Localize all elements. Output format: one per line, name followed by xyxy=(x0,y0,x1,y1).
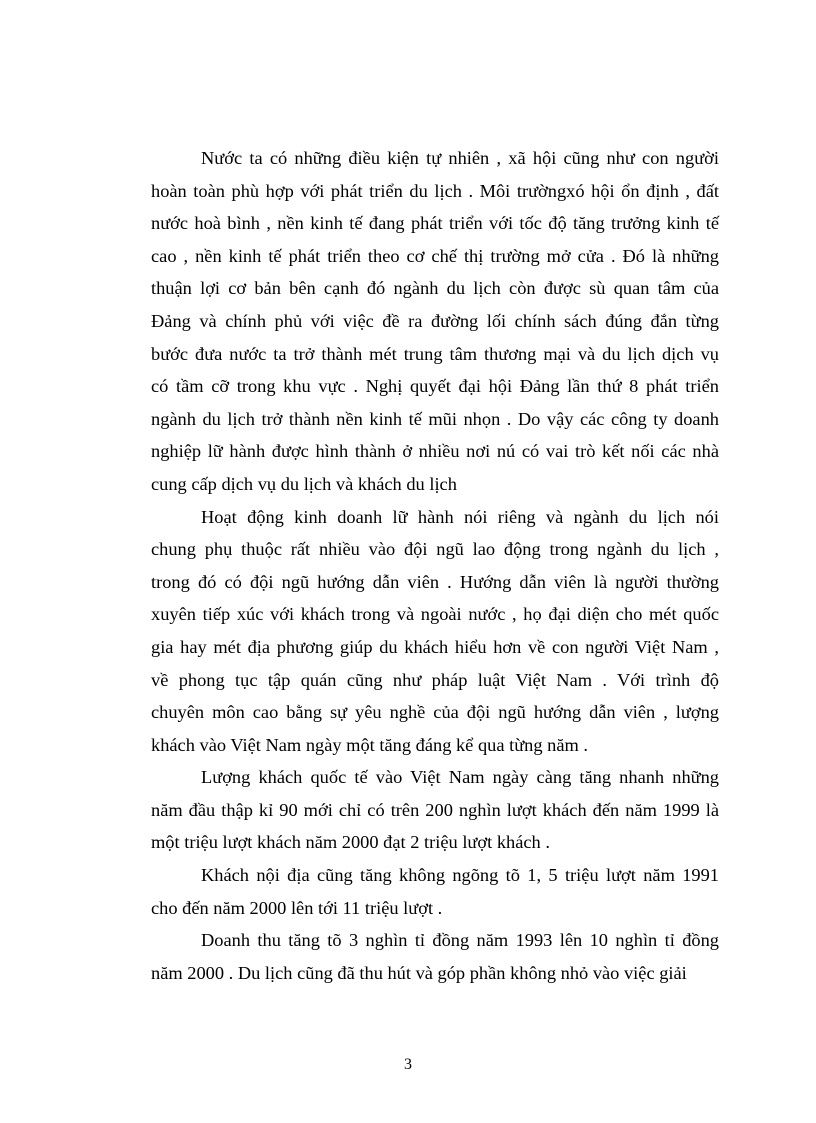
paragraph-line: gia hay mét địa phương giúp du khách hiểu hơn về con người Việt Nam , xyxy=(151,636,719,657)
paragraph-line: Khách nội địa cũng tăng không ngõng tõ 1, 5 triệu lượt năm 1991 xyxy=(201,865,719,886)
paragraph-line: hoàn toàn phù hợp với phát triển du lịch . Môi trườngxó hội ổn định , đất xyxy=(151,180,719,201)
paragraph-line: Doanh thu tăng tõ 3 nghìn tỉ đồng năm 1993 lên 10 nghìn tỉ đồng xyxy=(201,930,719,951)
paragraph-line: có tầm cỡ trong khu vực . Nghị quyết đại hội Đảng lần thứ 8 phát triển xyxy=(151,376,719,397)
paragraph xyxy=(151,859,719,924)
paragraph-line: thuận lợi cơ bản bên cạnh đó ngành du lịch còn được sù quan tâm của xyxy=(151,278,719,299)
page-number: 3 xyxy=(404,1056,412,1073)
body-text xyxy=(151,142,719,989)
paragraph-line: bước đưa nước ta trở thành mét trung tâm thương mại và du lịch dịch vụ xyxy=(151,343,719,364)
paragraph-line: cao , nền kinh tế phát triển theo cơ chế thị trường mở cửa . Đó là những xyxy=(151,245,719,266)
paragraph-line: Nước ta có những điều kiện tự nhiên , xã hội cũng như con người xyxy=(201,148,719,168)
paragraph-line: cung cấp dịch vụ du lịch và khách du lịch xyxy=(151,473,457,494)
paragraph xyxy=(151,142,719,501)
paragraph-line: cho đến năm 2000 lên tới 11 triệu lượt . xyxy=(151,897,443,918)
paragraph-line: ngành du lịch trở thành nền kinh tế mũi nhọn . Do vậy các công ty doanh xyxy=(151,408,719,429)
paragraph-line: chuyên môn cao bằng sự yêu nghề của đội ngũ hướng dẫn viên , lượng xyxy=(151,702,719,723)
paragraph-line: một triệu lượt khách năm 2000 đạt 2 triệu lượt khách . xyxy=(151,832,550,853)
paragraph-line: Hoạt động kinh doanh lữ hành nói riêng và ngành du lịch nói xyxy=(201,506,719,527)
paragraph-line: khách vào Việt Nam ngày một tăng đáng kể qua từng năm . xyxy=(151,734,589,755)
paragraph-line: về phong tục tập quán cũng như pháp luật Việt Nam . Với trình độ xyxy=(151,669,719,690)
paragraph-line: Lượng khách quốc tế vào Việt Nam ngày càng tăng nhanh những xyxy=(201,767,719,788)
paragraph-line: xuyên tiếp xúc với khách trong và ngoài nước , họ đại diện cho mét quốc xyxy=(151,604,719,625)
paragraph-line: năm đầu thập kỉ 90 mới chỉ có trên 200 nghìn lượt khách đến năm 1999 là xyxy=(151,799,719,820)
paragraph-line: nghiệp lữ hành được hình thành ở nhiều nơi nú có vai trò kết nối các nhà xyxy=(151,441,719,462)
paragraph-line: nước hoà bình , nền kinh tế đang phát triển với tốc độ tăng trưởng kinh tế xyxy=(151,213,719,234)
paragraph-line: Đảng và chính phủ với việc đề ra đường lối chính sách đúng đắn từng xyxy=(151,310,719,331)
paragraph-line: chung phụ thuộc rất nhiều vào đội ngũ lao động trong ngành du lịch , xyxy=(151,539,719,560)
paragraph-line: trong đó có đội ngũ hướng dẫn viên . Hướng dẫn viên là người thường xyxy=(151,571,719,592)
paragraph xyxy=(151,501,719,762)
paragraph-line: năm 2000 . Du lịch cũng đã thu hút và góp phần không nhỏ vào việc giải xyxy=(151,962,687,983)
paragraph xyxy=(151,761,719,859)
paragraph xyxy=(151,924,719,989)
